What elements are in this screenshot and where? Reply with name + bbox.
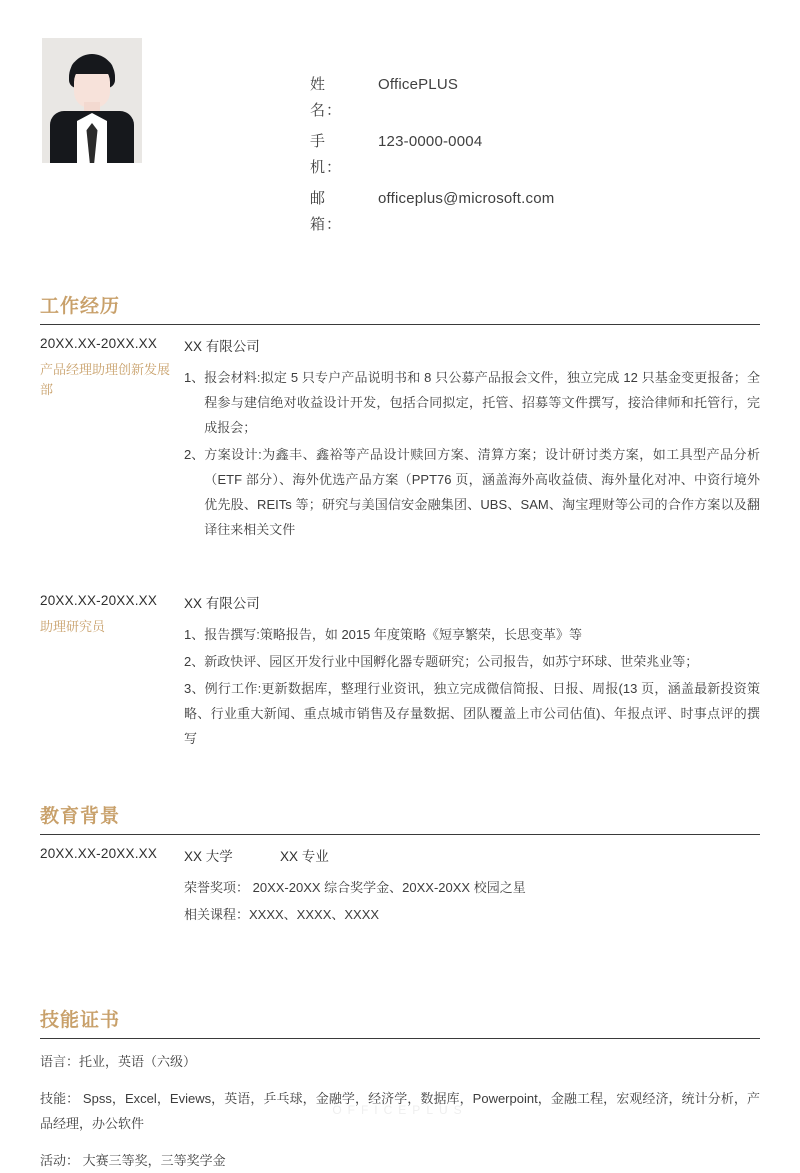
contact-value-phone: 123-0000-0004 bbox=[378, 133, 483, 150]
work-entry-company: XX 有限公司 bbox=[184, 596, 260, 611]
work-entry-company: XX 有限公司 bbox=[184, 339, 260, 354]
divider-education bbox=[40, 834, 760, 835]
divider-work bbox=[40, 324, 760, 325]
skill-line-skills: 技能： Spss，Excel，Eviews，英语，乒乓球，金融学，经济学，数据库，Powerpoint，金融工程，宏观经济，统计分析，产品经理，办公软件 bbox=[40, 1091, 760, 1131]
skill-line-activities: 活动： 大赛三等奖，三等奖学金 bbox=[40, 1153, 226, 1168]
work-entry-line: 3、例行工作:更新数据库，整理行业资讯，独立完成微信简报、日报、周报(13 页，涵盖最新投资策略、行业重大新闻、重点城市销售及存量数据、团队覆盖上市公司估值)、年报点评、时事点评的撰写 bbox=[184, 681, 760, 746]
work-entry-bullets bbox=[184, 365, 760, 542]
avatar bbox=[42, 38, 142, 163]
contact-label-phone: 手 机： bbox=[310, 133, 348, 176]
skill-line-language: 语言：托业，英语（六级） bbox=[40, 1054, 197, 1069]
work-entry-line: 1、报告撰写:策略报告，如 2015 年度策略《短享繁荣，长思变革》等 bbox=[184, 627, 582, 642]
list-item bbox=[184, 442, 760, 542]
section-title-skills: 技能证书 bbox=[40, 1010, 121, 1031]
contact-row-email bbox=[310, 186, 554, 238]
work-entry-role: 产品经理助理创新发展部 bbox=[40, 362, 171, 397]
contact-value-name: OfficePLUS bbox=[378, 76, 459, 93]
work-entry bbox=[40, 592, 760, 753]
contact-row-name bbox=[310, 72, 554, 124]
section-skills bbox=[40, 1005, 760, 1173]
contact-row-phone bbox=[310, 129, 554, 181]
contact-value-email: officeplus@microsoft.com bbox=[378, 190, 555, 207]
contact-label-email: 邮 箱： bbox=[310, 190, 348, 233]
resume-header bbox=[40, 38, 760, 243]
bullet-text: 报会材料:拟定 5 只专户产品说明书和 8 只公募产品报会文件，独立完成 12 只基金变更报备；全程参与建信绝对收益设计开发，包括合同拟定，托管、招募等文件撰写，接洽律师和托管行，完成报会； bbox=[204, 370, 760, 435]
contact-label-name: 姓 名： bbox=[310, 76, 348, 119]
work-entry-date: 20XX.XX-20XX.XX bbox=[40, 593, 158, 608]
education-date: 20XX.XX-20XX.XX bbox=[40, 846, 158, 861]
section-education bbox=[40, 801, 760, 929]
education-entry bbox=[40, 845, 760, 929]
divider-skills bbox=[40, 1038, 760, 1039]
section-title-education: 教育背景 bbox=[40, 806, 121, 827]
bullet-number: 1、 bbox=[184, 370, 205, 385]
education-line: 相关课程：XXXX、XXXX、XXXX bbox=[184, 907, 380, 922]
bullet-number: 2、 bbox=[184, 447, 205, 462]
education-line: 荣誉奖项： 20XX-20XX 综合奖学金、20XX-20XX 校园之星 bbox=[184, 880, 526, 895]
contact-block bbox=[310, 38, 554, 243]
education-major: XX 专业 bbox=[280, 849, 329, 864]
bullet-text: 方案设计:为鑫丰、鑫裕等产品设计赎回方案、清算方案；设计研讨类方案，如工具型产品分析（ETF 部分）、海外优选产品方案（PPT76 页，涵盖海外高收益债、海外量化对冲、中资行境外优先股、REITs 等；研究与美国信安金融集团、UBS、SAM、淘宝理财等公司的合作方案以及翻译往来相关文件 bbox=[204, 447, 760, 537]
work-entry-line: 2、新政快评、园区开发行业中国孵化器专题研究；公司报告，如苏宁环球、世荣兆业等； bbox=[184, 654, 699, 669]
section-title-work: 工作经历 bbox=[40, 296, 121, 317]
watermark: OFFICEPLUS bbox=[332, 1103, 468, 1117]
work-entry-role: 助理研究员 bbox=[40, 619, 106, 634]
work-entry-date: 20XX.XX-20XX.XX bbox=[40, 336, 158, 351]
work-entry bbox=[40, 335, 760, 544]
section-work-experience bbox=[40, 291, 760, 753]
education-school: XX 大学 bbox=[184, 849, 233, 864]
list-item bbox=[184, 365, 760, 440]
avatar-fringe-icon bbox=[71, 60, 113, 74]
